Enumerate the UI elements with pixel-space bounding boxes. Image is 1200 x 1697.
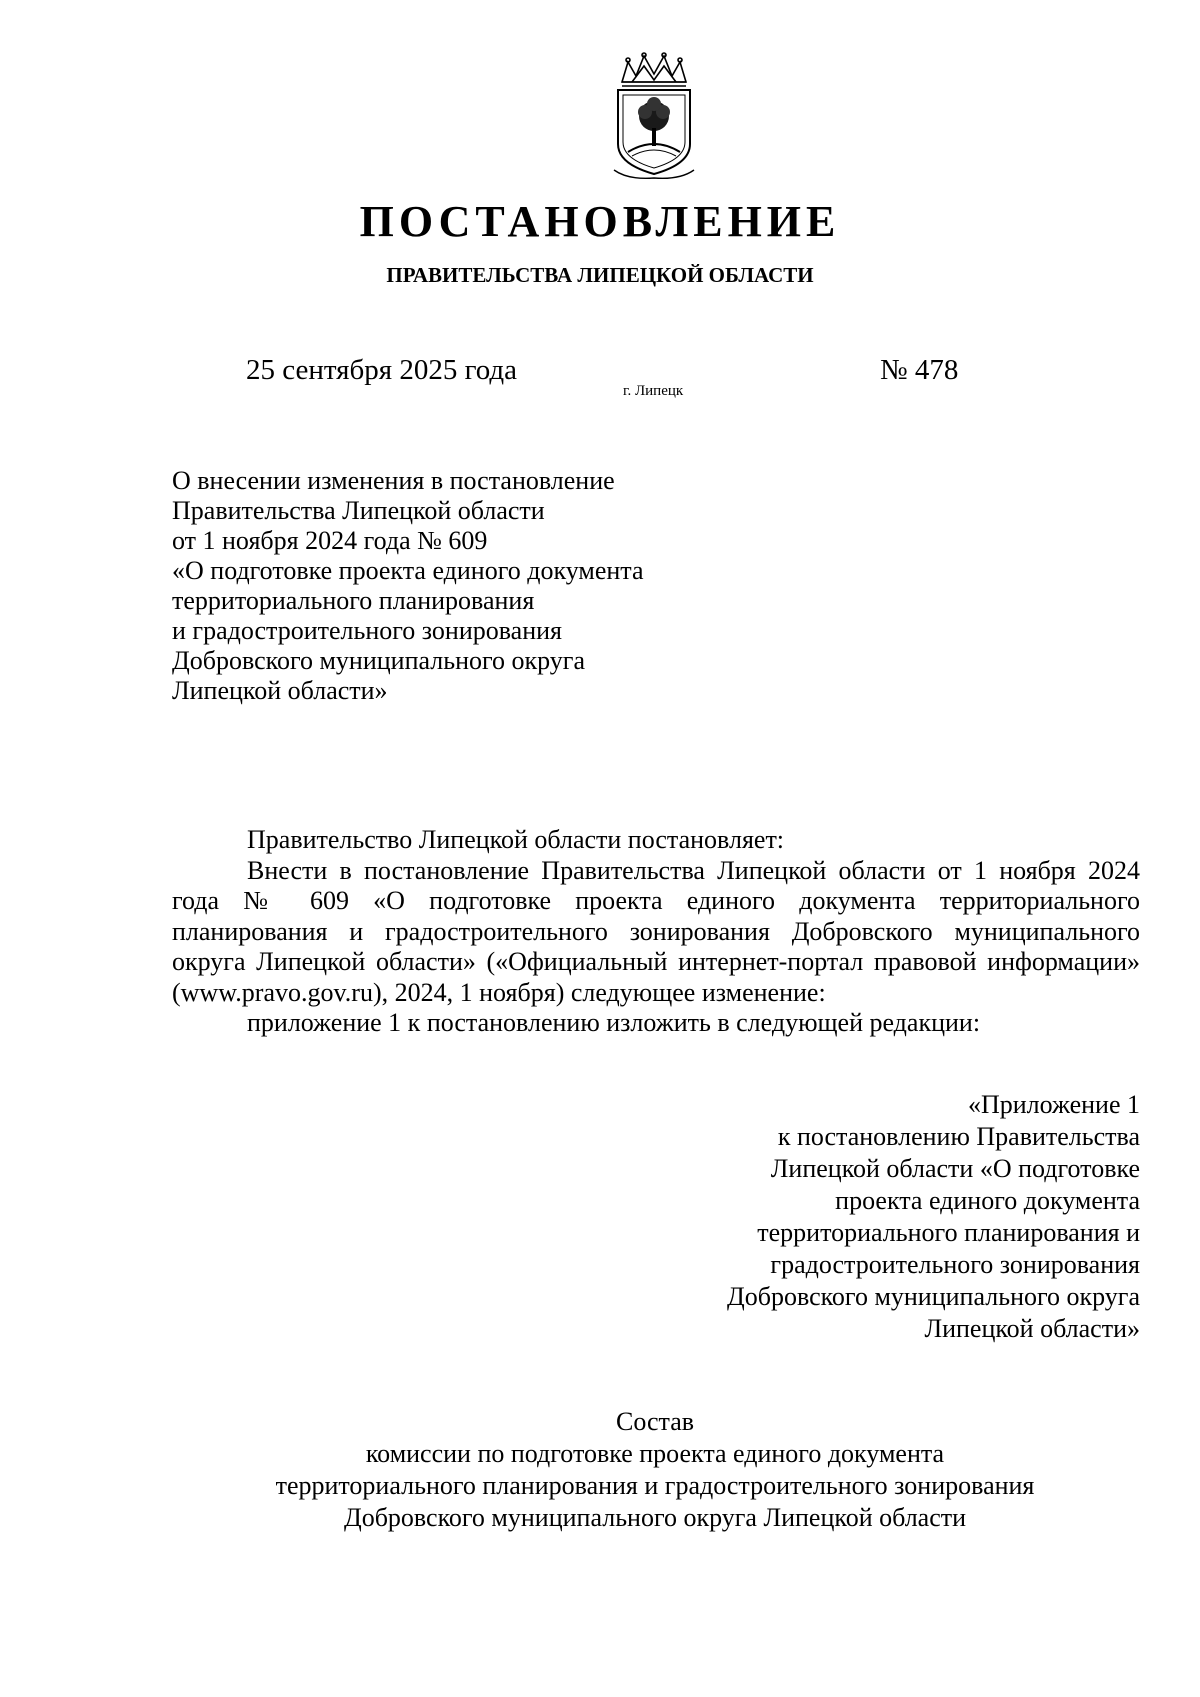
- composition-line: Добровского муниципального округа Липецкой области: [343, 1503, 967, 1532]
- subject-line: и градостроительного зонирования: [172, 616, 562, 645]
- document-body: [172, 825, 1140, 1039]
- subject-line: Правительства Липецкой области: [172, 496, 545, 525]
- document-number: № 478: [880, 354, 959, 386]
- composition-section: [0, 1406, 1200, 1534]
- appendix-line: Липецкой области «О подготовке: [770, 1154, 1140, 1183]
- subject-line: территориального планирования: [172, 586, 535, 615]
- document-date: 25 сентября 2025 года: [246, 354, 518, 386]
- subject-line: Добровского муниципального округа: [172, 646, 586, 675]
- appendix-header: [620, 1089, 1140, 1345]
- composition-heading: Состав: [615, 1407, 695, 1436]
- appendix-line: Добровского муниципального округа: [726, 1282, 1140, 1311]
- decree-paragraph: Правительство Липецкой области постановляет:: [247, 825, 785, 854]
- appendix-line: к постановлению Правительства: [777, 1122, 1140, 1151]
- amendment-paragraph: Внести в постановление Правительства Липецкой области от 1 ноября 2024 года № 609 «О подготовке проекта единого документа территориального планирования и градостроительного зонирования Добровского муниципального округа Липецкой области» («Официальный интернет-портал правовой информации» (www.pravo.gov.ru), 2024, 1 ноября) следующее изменение:: [172, 855, 1140, 1007]
- composition-line: территориального планирования и градостроительного зонирования: [275, 1471, 1035, 1500]
- document-city: г. Липецк: [623, 383, 684, 399]
- appendix-line: градостроительного зонирования: [770, 1250, 1140, 1279]
- lipetsk-coat-of-arms-icon: [608, 52, 700, 182]
- document-subject: [172, 466, 732, 706]
- appendix-line: Липецкой области»: [924, 1314, 1140, 1343]
- instruction-paragraph: приложение 1 к постановлению изложить в следующей редакции:: [247, 1008, 981, 1037]
- subject-line: от 1 ноября 2024 года № 609: [172, 526, 488, 555]
- document-subtitle: ПРАВИТЕЛЬСТВА ЛИПЕЦКОЙ ОБЛАСТИ: [386, 263, 814, 287]
- composition-line: комиссии по подготовке проекта единого документа: [365, 1439, 945, 1468]
- subject-line: «О подготовке проекта единого документа: [172, 556, 644, 585]
- subject-line: О внесении изменения в постановление: [172, 466, 615, 495]
- appendix-line: «Приложение 1: [967, 1090, 1140, 1119]
- appendix-line: территориального планирования и: [757, 1218, 1140, 1247]
- document-title: ПОСТАНОВЛЕНИЕ: [359, 197, 841, 246]
- appendix-line: проекта единого документа: [835, 1186, 1140, 1215]
- subject-line: Липецкой области»: [172, 676, 388, 705]
